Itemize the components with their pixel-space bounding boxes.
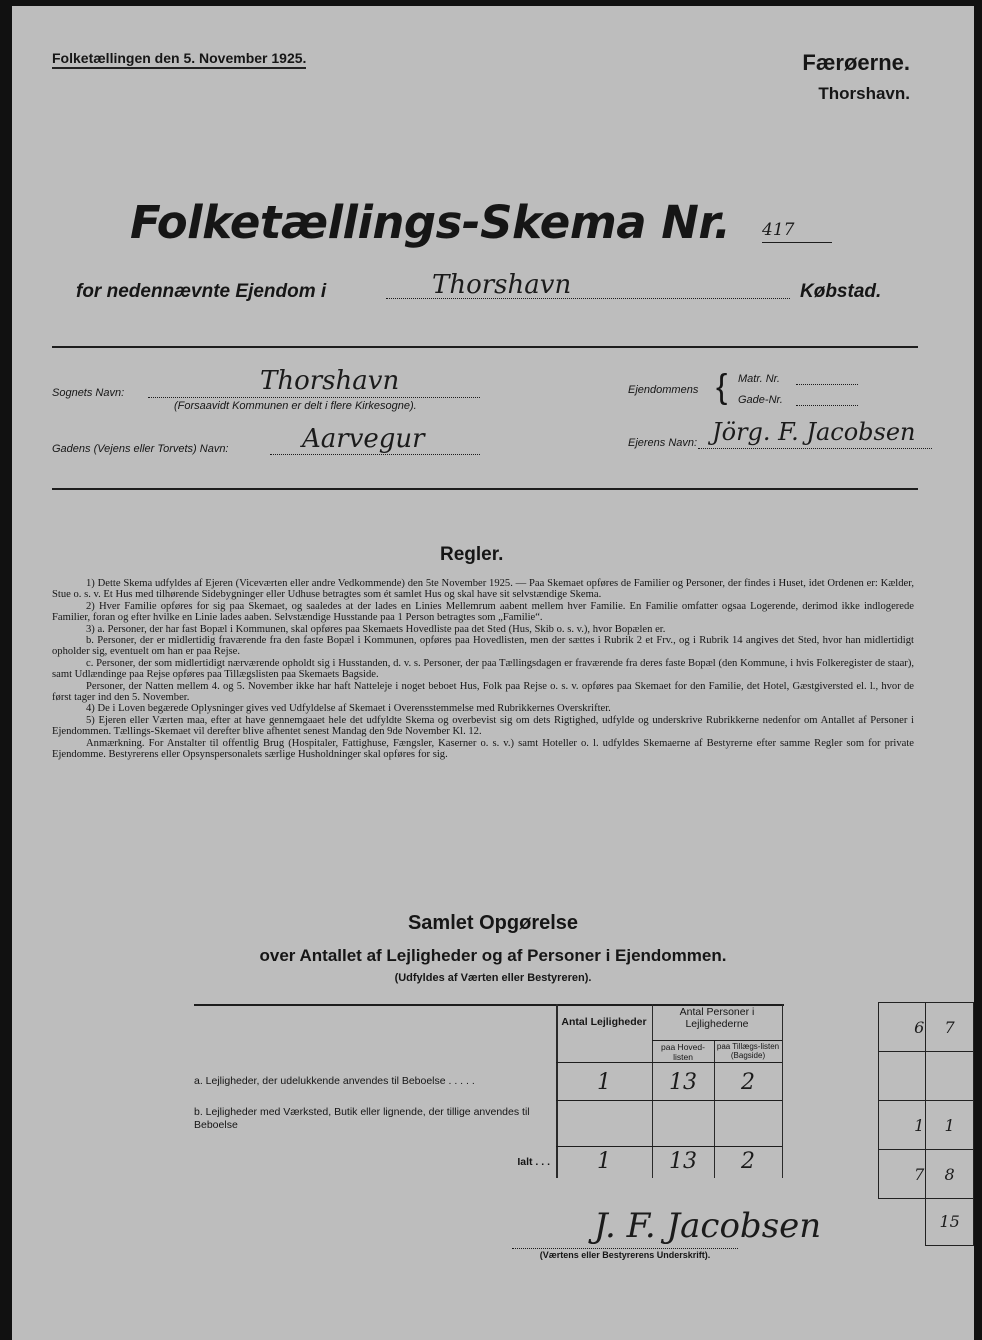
side-cell[interactable] xyxy=(879,1052,926,1101)
matr-line xyxy=(796,384,858,385)
summary-title: Samlet Opgørelse xyxy=(407,912,579,934)
form-title: Folketællings-Skema Nr. xyxy=(130,196,731,249)
row-a-till[interactable]: 2 xyxy=(741,1070,755,1095)
matr-label: Matr. Nr. xyxy=(738,373,780,385)
row-a-label: a. Lejligheder, der udelukkende anvendes til Beboelse . . . . . xyxy=(194,1075,475,1087)
total-lejl[interactable]: 1 xyxy=(597,1149,611,1174)
side-cell[interactable]: 8 xyxy=(926,1150,974,1199)
total-till[interactable]: 2 xyxy=(741,1149,755,1174)
census-date-header: Folketællingen den 5. November 1925. xyxy=(52,50,306,69)
side-total-cell[interactable]: 15 xyxy=(926,1199,974,1246)
gade-line xyxy=(270,454,480,455)
summary-header-line xyxy=(556,1062,782,1063)
subtitle-suffix: Købstad. xyxy=(800,281,882,302)
summary-col-line xyxy=(652,1004,653,1178)
side-cell[interactable]: 6 xyxy=(879,1003,926,1052)
sogn-note: (Forsaavidt Kommunen er delt i flere Kirkesogne). xyxy=(174,400,417,412)
section-divider-bottom xyxy=(52,488,918,490)
signature-line xyxy=(512,1248,738,1249)
rules-heading: Regler. xyxy=(440,544,504,565)
rule-paragraph: 3) a. Personer, der har fast Bopæl i Kommunen, skal opføres paa Skemaets Hovedliste paa det Sted (Hus, Skib o. s. v.), hvor Bopælen er. xyxy=(86,623,666,635)
side-cell[interactable] xyxy=(926,1052,974,1101)
town-title: Thorshavn. xyxy=(818,84,910,103)
sogn-value[interactable]: Thorshavn xyxy=(260,366,400,396)
ejer-value[interactable]: Jörg. F. Jacobsen xyxy=(712,418,916,446)
gade-value[interactable]: Aarvegur xyxy=(302,424,425,454)
rule-paragraph: 4) De i Loven begærede Oplysninger gives ved Udfyldelse af Skemaet i Overensstemmelse med Rubrikkernes Overskrifter. xyxy=(86,703,611,715)
summary-note: (Udfyldes af Værten eller Bestyreren). xyxy=(394,972,592,984)
side-cell[interactable]: 1 xyxy=(879,1101,926,1150)
col-till-header: paa Tillægs-listen (Bagside) xyxy=(716,1042,780,1060)
total-hoved[interactable]: 13 xyxy=(669,1149,697,1174)
form-number-line xyxy=(762,242,832,243)
col-lejl-header: Antal Lejligheder xyxy=(561,1016,647,1028)
signature-caption: (Værtens eller Bestyrerens Underskrift). xyxy=(539,1250,711,1260)
gade-nr-label: Gade-Nr. xyxy=(738,394,783,406)
side-cell[interactable]: 7 xyxy=(879,1150,926,1199)
ejer-label: Ejerens Navn: xyxy=(628,437,698,449)
ejer-line xyxy=(698,448,932,449)
rules-text xyxy=(52,578,914,761)
summary-col-line xyxy=(782,1004,783,1178)
rule-paragraph: 1) Dette Skema udfyldes af Ejeren (Viceværten eller andre Vedkommende) den 5te November 1925. — Paa Skemaet opføres de Familier og Personer, der findes i Huset, idet Ordenen er: Kælder, Stue o. s. v. Et Hus med tilhørende Sidebygninger eller Udhuse betragtes som ét samlet Hus og skal have sit selvstændige Skema. xyxy=(52,578,914,601)
gade-nr-line xyxy=(796,405,858,406)
summary-row-line xyxy=(556,1146,782,1147)
town-line xyxy=(386,298,790,299)
signature[interactable]: J. F. Jacobsen xyxy=(594,1206,822,1246)
form-number-handwritten: 417 xyxy=(762,220,795,240)
rule-paragraph: 5) Ejeren eller Værten maa, efter at have gennemgaaet hele det udfyldte Skema og overbevist sig om dets Rigtighed, udfylde og underskrive Rubrikkerne nedenfor om Antallet af Personer i Ejendommen. Tællings-Skemaet vil derefter blive afhentet senest Mandag den 9de November Kl. 12. xyxy=(52,714,914,738)
summary-row-line xyxy=(556,1100,782,1101)
subtitle-prefix: for nedennævnte Ejendom i xyxy=(76,281,327,302)
summary-subtitle: over Antallet af Lejligheder og af Personer i Ejendommen. xyxy=(259,946,727,965)
rule-paragraph: Personer, der Natten mellem 4. og 5. November ikke har haft Natteleje i noget beboet Hus, Folk paa Rejse o. s. v. opføres paa Skemaet for den Familie, det Hotel, Gæstgiversted el. l., hvor de først tager ind den 5. November. xyxy=(52,680,914,704)
rule-paragraph: 2) Hver Familie opføres for sig paa Skemaet, og saaledes at der lades en Linies Mellemrum aabent mellem hver Familie. En Familie omfatter ogsaa Logerende, derimod ikke indlogerede Familier, foran og efter hvilke en Linie lades aaben. Selvstændige Husstande paa 1 Person betragtes som „Familie“. xyxy=(52,600,914,624)
town-handwritten: Thorshavn xyxy=(432,270,572,300)
total-label: Ialt . . . xyxy=(517,1156,550,1168)
row-b-label: b. Lejligheder med Værksted, Butik eller lignende, der tillige anvendes til Beboelse xyxy=(194,1106,530,1131)
row-a-lejl[interactable]: 1 xyxy=(597,1070,611,1095)
sogn-label: Sognets Navn: xyxy=(52,387,125,399)
rule-paragraph: Anmærkning. For Anstalter til offentlig Brug (Hospitaler, Fattighuse, Fængsler, Kaserner o. s. v.) samt Hoteller o. l. udfyldes Skemaerne af Bestyrerne efter samme Regler som for private Ejendomme. Bestyrerens eller Opsynspersonalets særlige Husholdninger skal opføres for sig. xyxy=(52,737,914,761)
census-form-page xyxy=(12,6,974,1340)
row-a-hoved[interactable]: 13 xyxy=(669,1070,697,1095)
summary-col-line xyxy=(714,1040,715,1178)
ejendommens-label: Ejendommens xyxy=(628,384,699,396)
summary-sub-header-line xyxy=(652,1040,782,1041)
brace: { xyxy=(716,368,728,406)
rule-paragraph: b. Personer, der er midlertidig fraværende fra den faste Bopæl i Kommunen, opføres paa Hovedlisten, men der sættes i Rubrik 2 et Frv., og i Rubrik 14 angives det Sted, hvor han midlertidigt opholder sig, eventuelt om han er paa Rejse. xyxy=(52,635,914,658)
section-divider-top xyxy=(52,346,918,348)
side-tally-grid xyxy=(878,1002,974,1246)
region-title: Færøerne. xyxy=(802,50,910,75)
sogn-line xyxy=(148,397,480,398)
side-cell[interactable]: 1 xyxy=(926,1101,974,1150)
gade-label: Gadens (Vejens eller Torvets) Navn: xyxy=(52,443,229,455)
col-persons-header: Antal Personer i Lejlighederne xyxy=(679,1006,755,1030)
col-hoved-header: paa Hoved-listen xyxy=(661,1042,705,1062)
side-cell[interactable]: 7 xyxy=(926,1003,974,1052)
rule-paragraph: c. Personer, der som midlertidigt nærværende opholdt sig i Husstanden, d. v. s. Personer, der paa Tællingsdagen er fraværende fra deres faste Bopæl (den Kommune, i hvis Folkeregister de staar), samt Udlændinge paa Rejse opføres paa Tillægslisten paa Skemaets Bagside. xyxy=(52,657,914,681)
